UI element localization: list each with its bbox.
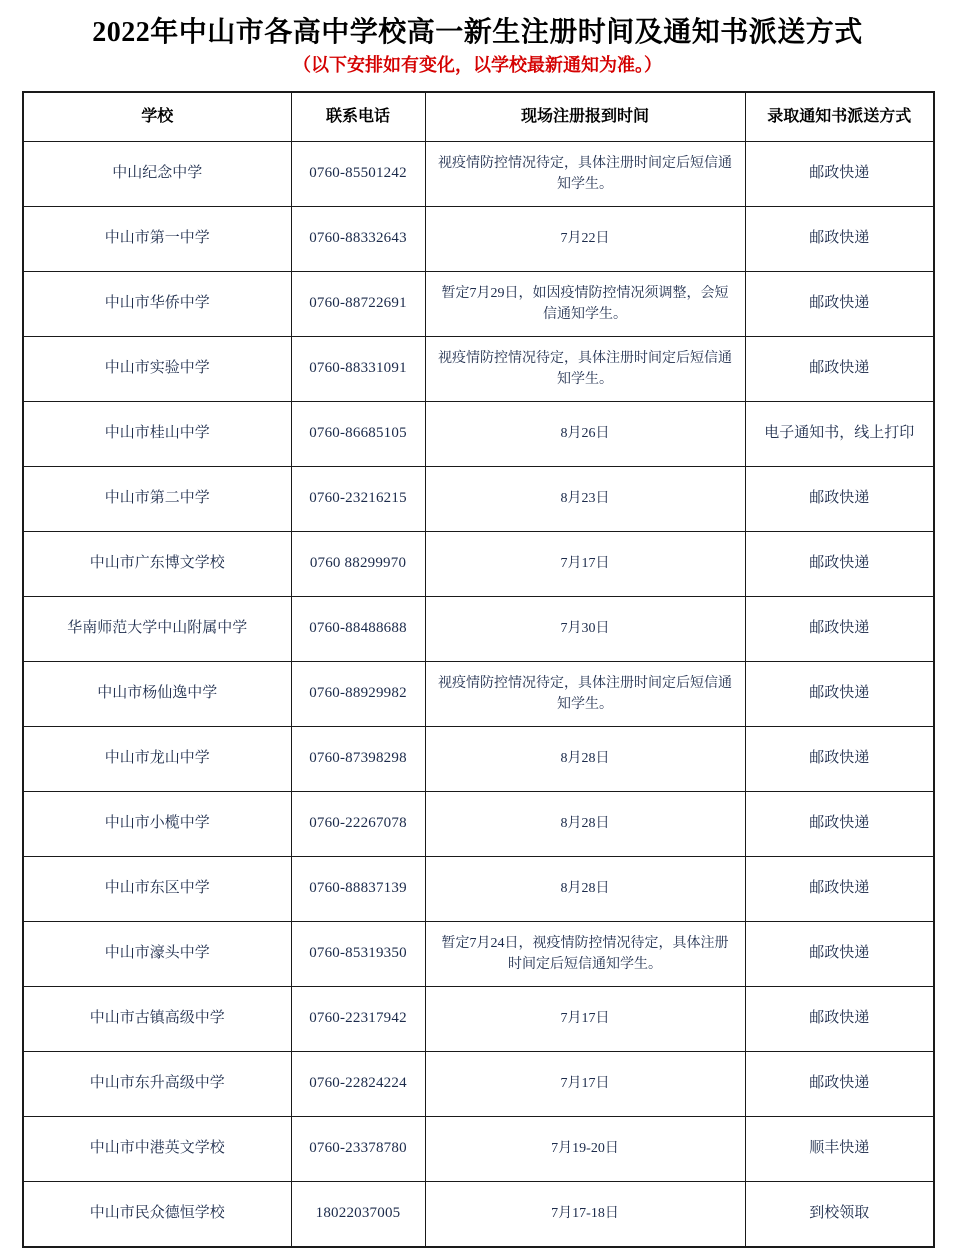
cell-delivery: 顺丰快递 [745, 1116, 934, 1181]
cell-school: 中山市龙山中学 [23, 726, 291, 791]
cell-school: 中山市濠头中学 [23, 921, 291, 986]
cell-delivery: 电子通知书，线上打印 [745, 401, 934, 466]
table-row [23, 141, 934, 206]
cell-delivery: 邮政快递 [745, 1051, 934, 1116]
table-row [23, 206, 934, 271]
cell-delivery: 邮政快递 [745, 661, 934, 726]
cell-delivery: 邮政快递 [745, 466, 934, 531]
cell-time: 7月19-20日 [425, 1116, 745, 1181]
cell-time: 8月26日 [425, 401, 745, 466]
table-row [23, 986, 934, 1051]
column-header-phone: 联系电话 [291, 92, 425, 142]
cell-time: 7月17-18日 [425, 1181, 745, 1247]
cell-phone: 0760-88488688 [291, 596, 425, 661]
table-row [23, 726, 934, 791]
cell-school: 中山市广东博文学校 [23, 531, 291, 596]
cell-school: 中山市华侨中学 [23, 271, 291, 336]
cell-phone: 0760-88332643 [291, 206, 425, 271]
page-subtitle-note: （以下安排如有变化，以学校最新通知为准。） [293, 54, 662, 75]
cell-delivery: 邮政快递 [745, 596, 934, 661]
cell-phone: 0760-85501242 [291, 141, 425, 206]
table-row [23, 1116, 934, 1181]
cell-time: 7月22日 [425, 206, 745, 271]
cell-delivery: 邮政快递 [745, 336, 934, 401]
cell-school: 中山市东升高级中学 [23, 1051, 291, 1116]
cell-school: 中山市民众德恒学校 [23, 1181, 291, 1247]
cell-school: 中山市杨仙逸中学 [23, 661, 291, 726]
cell-school: 中山市第一中学 [23, 206, 291, 271]
cell-time: 7月30日 [425, 596, 745, 661]
page-title: 2022年中山市各高中学校高一新生注册时间及通知书派送方式 [92, 17, 863, 48]
cell-phone: 0760-23216215 [291, 466, 425, 531]
cell-school: 中山市中港英文学校 [23, 1116, 291, 1181]
cell-school: 中山市实验中学 [23, 336, 291, 401]
column-header-time: 现场注册报到时间 [425, 92, 745, 142]
table-row [23, 401, 934, 466]
table-row [23, 1181, 934, 1247]
cell-time: 7月17日 [425, 986, 745, 1051]
cell-time: 视疫情防控情况待定，具体注册时间定后短信通知学生。 [425, 141, 745, 206]
cell-phone: 0760-87398298 [291, 726, 425, 791]
cell-time: 视疫情防控情况待定，具体注册时间定后短信通知学生。 [425, 336, 745, 401]
cell-phone: 0760-22267078 [291, 791, 425, 856]
cell-time: 7月17日 [425, 1051, 745, 1116]
cell-time: 8月28日 [425, 726, 745, 791]
table-header [23, 92, 934, 142]
cell-school: 中山市第二中学 [23, 466, 291, 531]
registration-schedule-table [22, 91, 935, 1248]
cell-time: 8月23日 [425, 466, 745, 531]
cell-phone: 0760-88722691 [291, 271, 425, 336]
column-header-delivery: 录取通知书派送方式 [745, 92, 934, 142]
cell-time: 8月28日 [425, 856, 745, 921]
cell-delivery: 邮政快递 [745, 271, 934, 336]
table-row [23, 921, 934, 986]
cell-phone: 0760-86685105 [291, 401, 425, 466]
cell-phone: 18022037005 [291, 1181, 425, 1247]
cell-school: 中山市东区中学 [23, 856, 291, 921]
cell-time: 8月28日 [425, 791, 745, 856]
cell-delivery: 邮政快递 [745, 141, 934, 206]
table-header-row [23, 92, 934, 142]
cell-time: 暂定7月29日，如因疫情防控情况须调整，会短信通知学生。 [425, 271, 745, 336]
table-row [23, 596, 934, 661]
table-row [23, 531, 934, 596]
table-row [23, 271, 934, 336]
cell-phone: 0760-88837139 [291, 856, 425, 921]
table-row [23, 1051, 934, 1116]
cell-phone: 0760 88299970 [291, 531, 425, 596]
cell-delivery: 邮政快递 [745, 856, 934, 921]
table-row [23, 856, 934, 921]
cell-time: 7月17日 [425, 531, 745, 596]
cell-school: 中山纪念中学 [23, 141, 291, 206]
table-row [23, 661, 934, 726]
column-header-school: 学校 [23, 92, 291, 142]
cell-school: 中山市小榄中学 [23, 791, 291, 856]
cell-delivery: 到校领取 [745, 1181, 934, 1247]
cell-delivery: 邮政快递 [745, 726, 934, 791]
table-row [23, 336, 934, 401]
cell-phone: 0760-88929982 [291, 661, 425, 726]
table-body [23, 141, 934, 1247]
table-row [23, 466, 934, 531]
cell-delivery: 邮政快递 [745, 531, 934, 596]
cell-time: 暂定7月24日，视疫情防控情况待定，具体注册时间定后短信通知学生。 [425, 921, 745, 986]
cell-phone: 0760-88331091 [291, 336, 425, 401]
cell-delivery: 邮政快递 [745, 986, 934, 1051]
cell-delivery: 邮政快递 [745, 921, 934, 986]
cell-time: 视疫情防控情况待定，具体注册时间定后短信通知学生。 [425, 661, 745, 726]
cell-delivery: 邮政快递 [745, 791, 934, 856]
cell-phone: 0760-85319350 [291, 921, 425, 986]
cell-school: 中山市古镇高级中学 [23, 986, 291, 1051]
cell-school: 华南师范大学中山附属中学 [23, 596, 291, 661]
table-row [23, 791, 934, 856]
cell-phone: 0760-22824224 [291, 1051, 425, 1116]
cell-phone: 0760-22317942 [291, 986, 425, 1051]
cell-school: 中山市桂山中学 [23, 401, 291, 466]
cell-phone: 0760-23378780 [291, 1116, 425, 1181]
cell-delivery: 邮政快递 [745, 206, 934, 271]
